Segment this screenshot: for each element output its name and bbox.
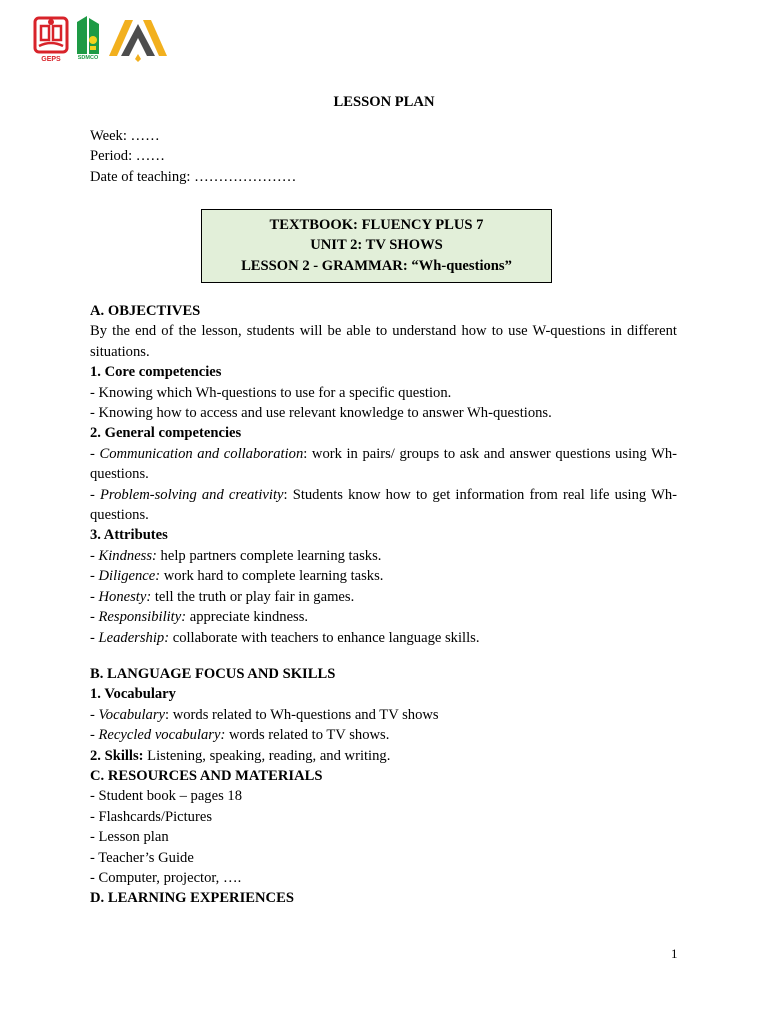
textbook-line: TEXTBOOK: FLUENCY PLUS 7 — [269, 217, 484, 233]
language-heading: B. LANGUAGE FOCUS AND SKILLS — [90, 665, 336, 682]
list-item: - Flashcards/Pictures — [90, 808, 212, 825]
geps-logo — [33, 14, 69, 63]
term: Vocabulary — [98, 706, 165, 723]
attributes-heading: 3. Attributes — [90, 527, 168, 544]
lesson-line: LESSON 2 - GRAMMAR: “Wh-questions” — [241, 257, 512, 274]
objectives-heading: A. OBJECTIVES — [90, 303, 201, 319]
list-item: - Lesson plan — [90, 829, 169, 846]
list-item: - Knowing how to access and use relevant knowledge to answer Wh-questions. — [90, 405, 552, 422]
bullet: - — [90, 727, 99, 744]
list-item — [90, 587, 677, 607]
lesson-content — [90, 301, 677, 909]
description: : Students know how to get information from real life using Wh-questions. — [90, 486, 678, 524]
description: words related to TV shows. — [225, 727, 390, 744]
bullet: - — [90, 568, 99, 585]
lesson-meta — [90, 126, 296, 187]
term: Problem-solving and creativity — [100, 486, 284, 503]
unit-line: UNIT 2: TV SHOWS — [310, 237, 443, 254]
list-item — [90, 566, 677, 586]
skills-label: 2. Skills: — [90, 747, 144, 764]
list-item — [90, 444, 677, 485]
description: help partners complete learning tasks. — [156, 547, 382, 564]
list-item: - Computer, projector, …. — [90, 869, 242, 886]
resources-heading: C. RESOURCES AND MATERIALS — [90, 767, 323, 784]
term: Diligence: — [98, 568, 161, 585]
term: Communication and collaboration — [99, 445, 304, 462]
skills-text: Listening, speaking, reading, and writing. — [143, 747, 391, 764]
textbook-box — [201, 209, 552, 283]
description: work hard to complete learning tasks. — [160, 568, 384, 585]
term: Responsibility: — [98, 609, 187, 626]
description: collaborate with teachers to enhance language skills. — [169, 629, 480, 646]
bullet: - — [90, 629, 99, 646]
bullet: - — [90, 609, 99, 626]
list-item — [90, 705, 677, 725]
sdmco-caption: SDMCO — [77, 55, 99, 61]
list-item: - Teacher’s Guide — [90, 849, 194, 866]
term: Recycled vocabulary: — [98, 727, 226, 744]
period-line: Period: …… — [90, 148, 165, 165]
page-title: LESSON PLAN — [333, 94, 435, 110]
description: tell the truth or play fair in games. — [151, 588, 355, 605]
bullet: - — [90, 588, 99, 605]
section-gap — [90, 648, 677, 664]
page-number: 1 — [671, 946, 678, 961]
list-item: - Student book – pages 18 — [90, 788, 243, 805]
general-competencies-heading: 2. General competencies — [90, 425, 242, 442]
description: : words related to Wh-questions and TV shows — [165, 706, 439, 723]
list-item — [90, 485, 677, 526]
skills-line — [90, 746, 677, 766]
date-line: Date of teaching: ………………… — [90, 168, 297, 185]
term: Leadership: — [98, 629, 170, 646]
description: appreciate kindness. — [186, 609, 309, 626]
list-item: - Knowing which Wh-questions to use for a specific question. — [90, 384, 452, 401]
bullet: - — [90, 445, 100, 462]
experiences-heading: D. LEARNING EXPERIENCES — [90, 890, 294, 907]
week-line: Week: …… — [90, 128, 160, 144]
triangle-logo — [107, 14, 169, 62]
term: Kindness: — [98, 547, 157, 564]
vocabulary-heading: 1. Vocabulary — [90, 686, 176, 703]
description: : work in pairs/ groups to ask and answer questions using Wh-questions. — [90, 445, 677, 483]
bullet: - — [90, 547, 99, 564]
list-item — [90, 628, 677, 648]
core-competencies-heading: 1. Core competencies — [90, 364, 222, 381]
sdmco-logo — [73, 14, 103, 62]
geps-caption: GEPS — [41, 56, 61, 63]
bullet: - — [90, 486, 101, 503]
bullet: - — [90, 706, 99, 723]
list-item — [90, 546, 677, 566]
objectives-intro: By the end of the lesson, students will be able to understand how to use W-questions in different situations. — [90, 323, 677, 360]
header-logos — [33, 14, 169, 66]
list-item — [90, 725, 677, 745]
list-item — [90, 607, 677, 627]
term: Honesty: — [98, 588, 152, 605]
